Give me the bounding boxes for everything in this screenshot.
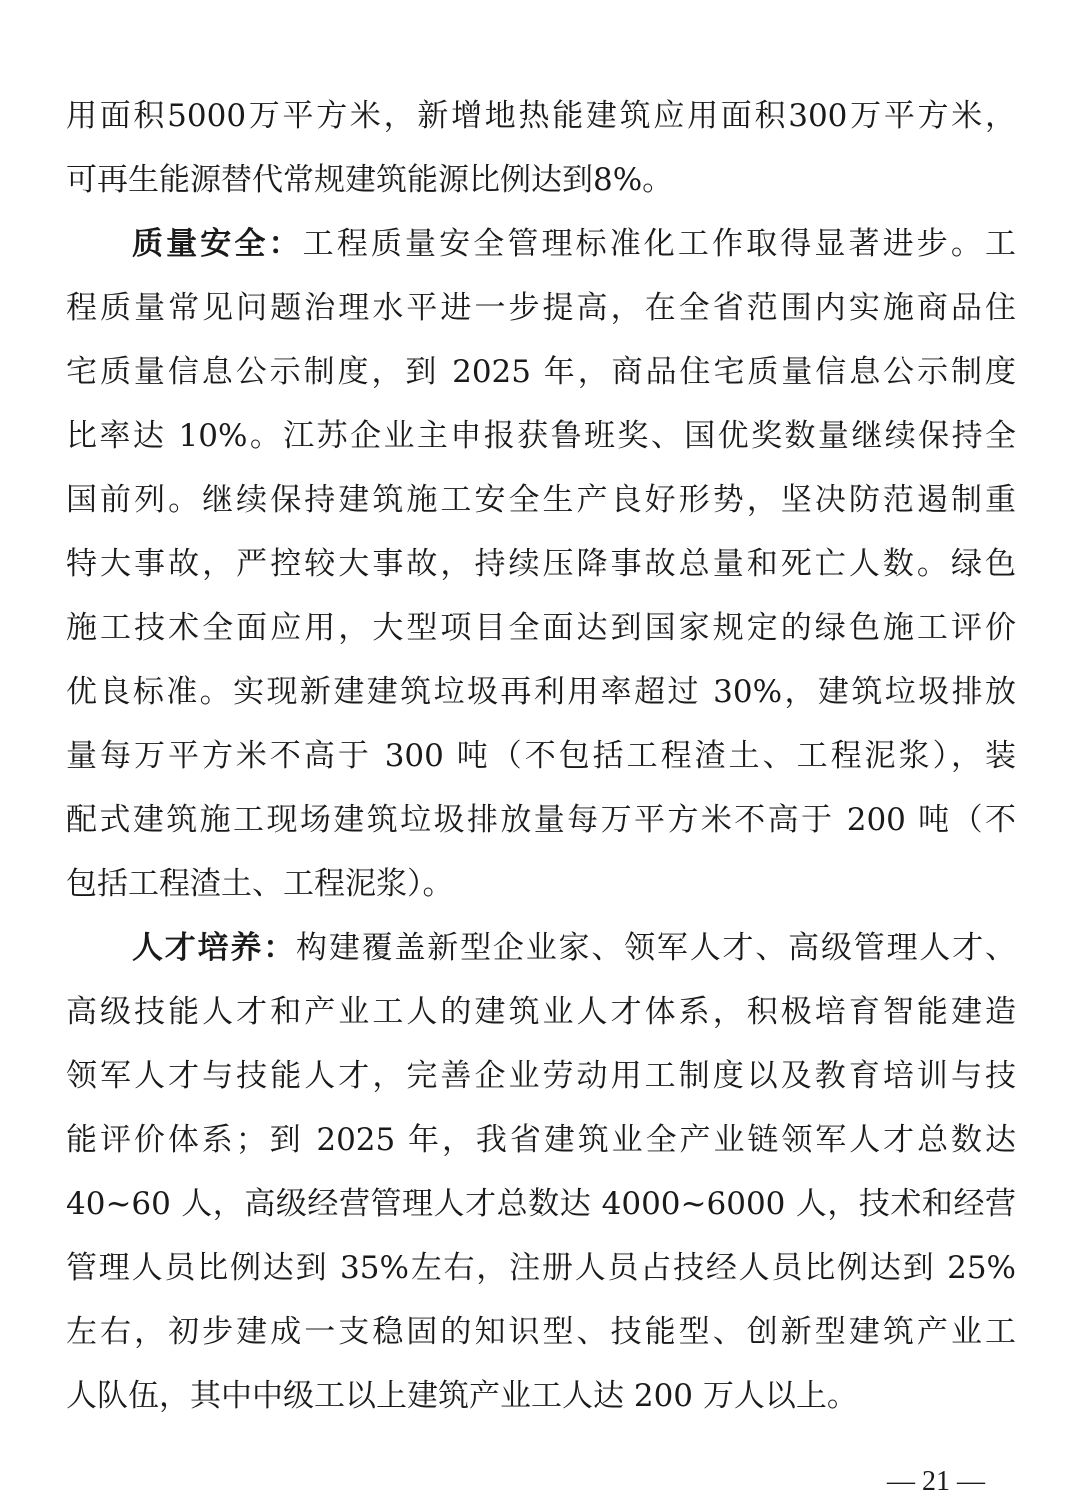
text-line: 优良标准。实现新建建筑垃圾再利用率超过 30%，建筑垃圾排放 [66,674,1016,710]
paragraph-talent-first-line [66,916,1016,980]
page-number: — 21 — [887,1466,985,1497]
paragraph-quality-safety-first-line [66,212,1016,276]
text-line: 能评价体系；到 2025 年，我省建筑业全产业链领军人才总数达 [66,1122,1016,1158]
text-line: 施工技术全面应用，大型项目全面达到国家规定的绿色施工评价 [66,610,1016,646]
text-line: 国前列。继续保持建筑施工安全生产良好形势，坚决防范遏制重 [66,482,1016,518]
text-line: 领军人才与技能人才，完善企业劳动用工制度以及教育培训与技 [66,1058,1016,1094]
text-line: 配式建筑施工现场建筑垃圾排放量每万平方米不高于 200 吨（不 [66,802,1016,838]
text-line: 管理人员比例达到 35%左右，注册人员占技经人员比例达到 25% [66,1250,1016,1286]
paragraph-lead-quality-safety: 质量安全： [132,226,303,262]
text-line: 可再生能源替代常规建筑能源比例达到8%。 [66,162,674,198]
text-line: 特大事故，严控较大事故，持续压降事故总量和死亡人数。绿色 [66,546,1016,582]
text-line: 40~60 人，高级经营管理人才总数达 4000~6000 人，技术和经营 [66,1186,1016,1222]
text-line: 左右，初步建成一支稳固的知识型、技能型、创新型建筑产业工 [66,1314,1016,1350]
text-line: 宅质量信息公示制度，到 2025 年，商品住宅质量信息公示制度 [66,354,1016,390]
text-line: 包括工程渣土、工程泥浆）。 [66,866,454,902]
text-line: 量每万平方米不高于 300 吨（不包括工程渣土、工程泥浆），装 [66,738,1016,774]
text-line: 高级技能人才和产业工人的建筑业人才体系，积极培育智能建造 [66,994,1016,1030]
body-text [66,84,1016,1428]
text-line: 比率达 10%。江苏企业主申报获鲁班奖、国优奖数量继续保持全 [66,418,1016,454]
text-line: 程质量常见问题治理水平进一步提高，在全省范围内实施商品住 [66,290,1016,326]
text-line: 人队伍，其中中级工以上建筑产业工人达 200 万人以上。 [66,1378,858,1414]
paragraph-lead-talent: 人才培养： [132,930,297,966]
paragraph-text: 构建覆盖新型企业家、领军人才、高级管理人才、 [296,930,1017,966]
paragraph-text: 工程质量安全管理标准化工作取得显著进步。工 [302,226,1017,262]
text-line: 用面积5000万平方米，新增地热能建筑应用面积300万平方米， [66,98,1016,134]
